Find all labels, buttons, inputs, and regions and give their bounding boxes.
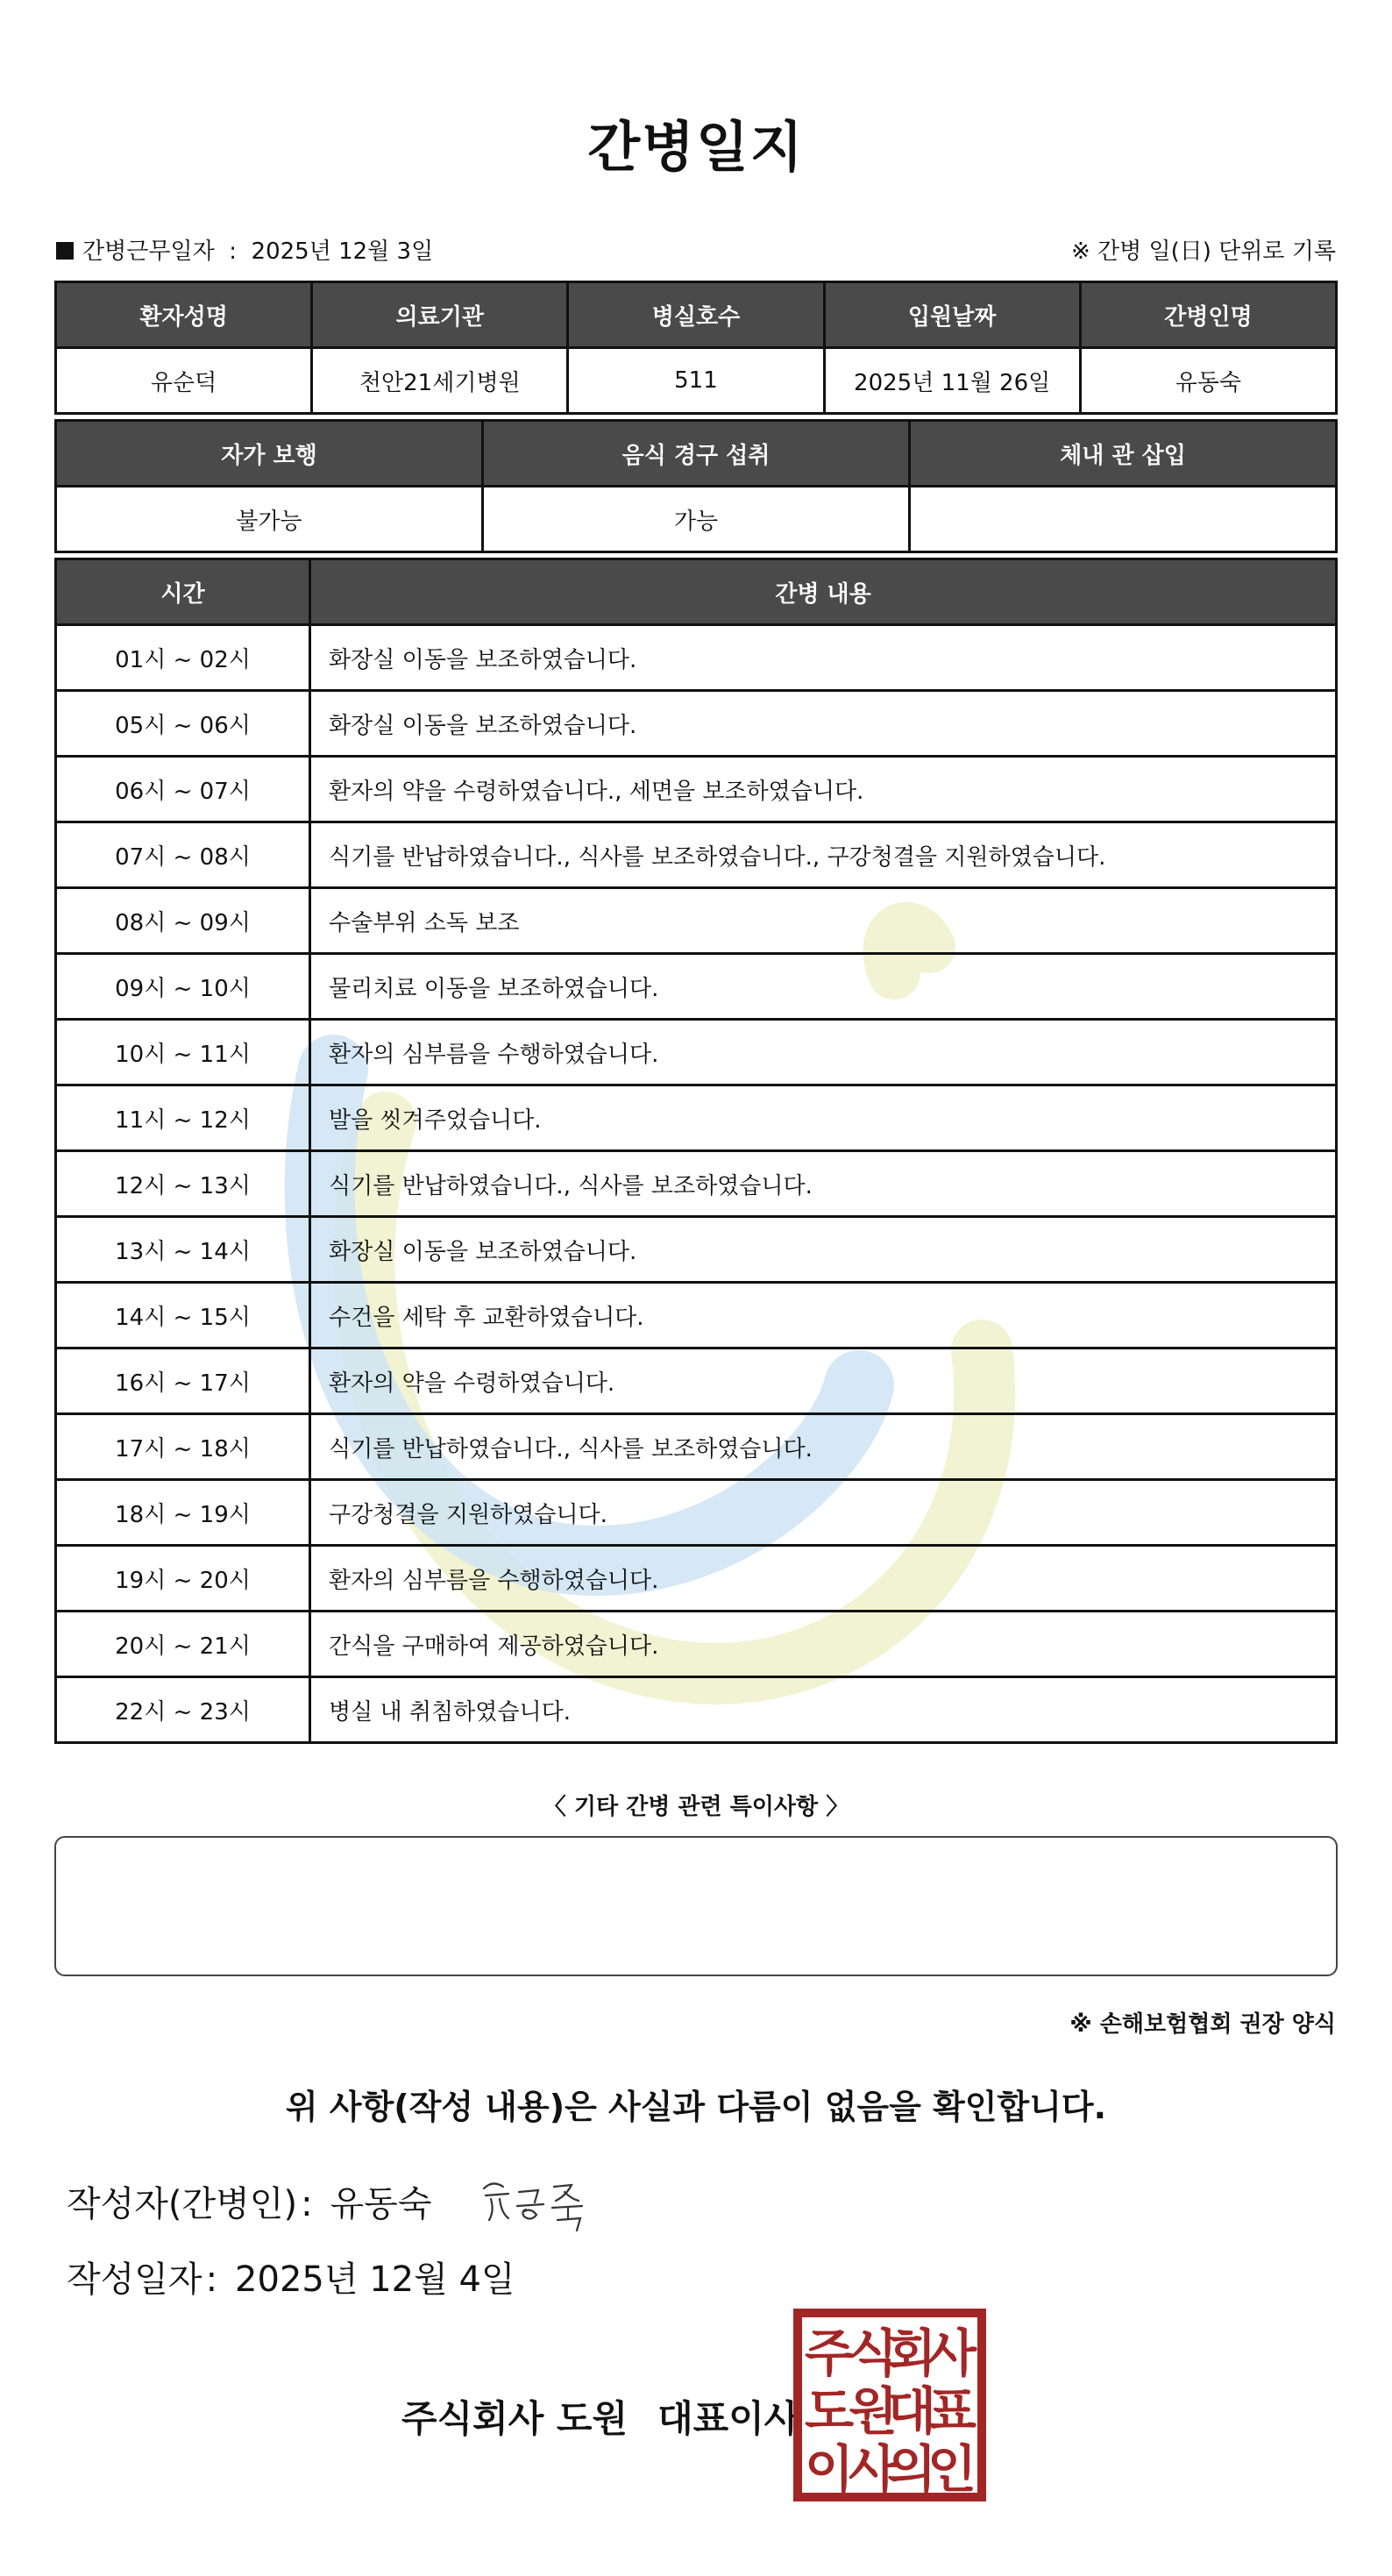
work-date: 간병근무일자 : 2025년 12월 3일 bbox=[56, 233, 433, 266]
table-row bbox=[56, 348, 1337, 414]
hospital-name: 천안21세기병원 bbox=[312, 348, 568, 414]
log-time: 12시 ~ 13시 bbox=[56, 1151, 310, 1217]
written-date-label: 작성일자 bbox=[67, 2259, 202, 2300]
table-row bbox=[56, 1546, 1337, 1612]
company-seal-stamp bbox=[792, 2308, 987, 2502]
table-header-row bbox=[56, 421, 1337, 487]
table-row bbox=[56, 1612, 1337, 1677]
writer-name: 유동숙 bbox=[330, 2184, 432, 2224]
log-time: 22시 ~ 23시 bbox=[56, 1677, 310, 1743]
header-hospital: 의료기관 bbox=[312, 282, 568, 348]
table-row bbox=[56, 1348, 1337, 1414]
log-content: 환자의 약을 수령하였습니다., 세면을 보조하였습니다. bbox=[310, 757, 1337, 822]
svg-text:회: 회 bbox=[886, 2323, 937, 2383]
patient-info-table bbox=[54, 281, 1338, 415]
log-time: 10시 ~ 11시 bbox=[56, 1020, 310, 1085]
table-row bbox=[56, 888, 1337, 954]
table-row bbox=[56, 757, 1337, 822]
self-walking-value: 불가능 bbox=[56, 487, 483, 552]
header-room-number: 병실호수 bbox=[568, 282, 824, 348]
svg-text:이: 이 bbox=[804, 2439, 855, 2499]
table-row bbox=[56, 1480, 1337, 1546]
log-content: 식기를 반납하였습니다., 식사를 보조하였습니다. bbox=[310, 1151, 1337, 1217]
log-content: 수술부위 소독 보조 bbox=[310, 888, 1337, 954]
log-content: 환자의 심부름을 수행하였습니다. bbox=[310, 1020, 1337, 1085]
log-content: 화장실 이동을 보조하였습니다. bbox=[310, 625, 1337, 691]
log-time: 09시 ~ 10시 bbox=[56, 954, 310, 1020]
svg-text:주: 주 bbox=[804, 2323, 855, 2383]
log-content: 식기를 반납하였습니다., 식사를 보조하였습니다. bbox=[310, 1414, 1337, 1480]
log-content: 식기를 반납하였습니다., 식사를 보조하였습니다., 구강청결을 지원하였습니다. bbox=[310, 822, 1337, 888]
company-name: 주식회사 도원 bbox=[401, 2397, 629, 2440]
table-row bbox=[56, 1020, 1337, 1085]
table-row bbox=[56, 1085, 1337, 1151]
table-header-row bbox=[56, 559, 1337, 625]
writer-label: 작성자(간병인) bbox=[67, 2184, 298, 2224]
log-time: 20시 ~ 21시 bbox=[56, 1612, 310, 1677]
oral-intake-value: 가능 bbox=[483, 487, 910, 552]
log-content: 화장실 이동을 보조하였습니다. bbox=[310, 691, 1337, 757]
table-row bbox=[56, 691, 1337, 757]
svg-text:원: 원 bbox=[848, 2381, 898, 2441]
header-care-content: 간병 내용 bbox=[310, 559, 1337, 625]
log-time: 19시 ~ 20시 bbox=[56, 1546, 310, 1612]
svg-text:사: 사 bbox=[848, 2439, 898, 2499]
log-time: 16시 ~ 17시 bbox=[56, 1348, 310, 1414]
log-time: 11시 ~ 12시 bbox=[56, 1085, 310, 1151]
table-row bbox=[56, 1283, 1337, 1348]
log-time: 06시 ~ 07시 bbox=[56, 757, 310, 822]
svg-text:인: 인 bbox=[927, 2439, 977, 2499]
work-date-value: 2025년 12월 3일 bbox=[251, 238, 434, 265]
care-log-table bbox=[54, 558, 1338, 1744]
table-row bbox=[56, 954, 1337, 1020]
log-content: 물리치료 이동을 보조하였습니다. bbox=[310, 954, 1337, 1020]
table-row bbox=[56, 1217, 1337, 1283]
svg-text:사: 사 bbox=[927, 2323, 977, 2383]
log-content: 발을 씻겨주었습니다. bbox=[310, 1085, 1337, 1151]
tube-insertion-value bbox=[910, 487, 1337, 552]
representative-title: 대표이사 bbox=[657, 2397, 800, 2440]
patient-status-table bbox=[54, 419, 1338, 553]
log-time: 17시 ~ 18시 bbox=[56, 1414, 310, 1480]
table-row bbox=[56, 1677, 1337, 1743]
writer-line: 작성자(간병인) : 유동숙 bbox=[67, 2184, 432, 2224]
header-patient-name: 환자성명 bbox=[56, 282, 312, 348]
log-time: 14시 ~ 15시 bbox=[56, 1283, 310, 1348]
table-row bbox=[56, 1151, 1337, 1217]
remarks-box bbox=[54, 1836, 1338, 1976]
log-time: 05시 ~ 06시 bbox=[56, 691, 310, 757]
svg-text:식: 식 bbox=[848, 2323, 898, 2383]
square-bullet-icon bbox=[56, 242, 74, 260]
header-time: 시간 bbox=[56, 559, 310, 625]
log-content: 환자의 심부름을 수행하였습니다. bbox=[310, 1546, 1337, 1612]
svg-text:표: 표 bbox=[927, 2381, 977, 2441]
log-content: 환자의 약을 수령하였습니다. bbox=[310, 1348, 1337, 1414]
svg-text:대: 대 bbox=[886, 2381, 937, 2441]
written-date-value: 2025년 12월 4일 bbox=[235, 2259, 515, 2300]
patient-name: 유순덕 bbox=[56, 348, 312, 414]
svg-text:도: 도 bbox=[804, 2381, 855, 2441]
log-time: 13시 ~ 14시 bbox=[56, 1217, 310, 1283]
log-content: 수건을 세탁 후 교환하였습니다. bbox=[310, 1283, 1337, 1348]
table-row bbox=[56, 1414, 1337, 1480]
log-time: 08시 ~ 09시 bbox=[56, 888, 310, 954]
log-content: 구강청결을 지원하였습니다. bbox=[310, 1480, 1337, 1546]
unit-note: ※ 간병 일(日) 단위로 기록 bbox=[1070, 238, 1336, 265]
confirmation-statement: 위 사항(작성 내용)은 사실과 다름이 없음을 확인합니다. bbox=[285, 2088, 1107, 2126]
header-admission-date: 입원날짜 bbox=[824, 282, 1080, 348]
header-self-walking: 자가 보행 bbox=[56, 421, 483, 487]
table-row bbox=[56, 487, 1337, 552]
log-time: 01시 ~ 02시 bbox=[56, 625, 310, 691]
company-line bbox=[401, 2390, 799, 2443]
log-content: 화장실 이동을 보조하였습니다. bbox=[310, 1217, 1337, 1283]
admission-date: 2025년 11월 26일 bbox=[824, 348, 1080, 414]
table-row bbox=[56, 625, 1337, 691]
written-date-line: 작성일자 : 2025년 12월 4일 bbox=[67, 2259, 515, 2300]
svg-text:의: 의 bbox=[886, 2439, 937, 2499]
remarks-title: 〈 기타 간병 관련 특이사항 〉 bbox=[543, 1794, 849, 1820]
log-content: 간식을 구매하여 제공하였습니다. bbox=[310, 1612, 1337, 1677]
header-caregiver-name: 간병인명 bbox=[1080, 282, 1336, 348]
header-oral-intake: 음식 경구 섭취 bbox=[483, 421, 910, 487]
document-title: 간병일지 bbox=[587, 115, 805, 179]
handwritten-signature bbox=[473, 2169, 596, 2239]
room-number: 511 bbox=[568, 348, 824, 414]
table-header-row bbox=[56, 282, 1337, 348]
table-row bbox=[56, 822, 1337, 888]
caregiver-name: 유동숙 bbox=[1080, 348, 1336, 414]
form-note: ※ 손해보험협회 권장 양식 bbox=[1069, 2011, 1336, 2038]
header-tube-insertion: 체내 관 삽입 bbox=[910, 421, 1337, 487]
work-date-label: 간병근무일자 bbox=[82, 238, 215, 265]
log-time: 18시 ~ 19시 bbox=[56, 1480, 310, 1546]
log-content: 병실 내 취침하였습니다. bbox=[310, 1677, 1337, 1743]
log-time: 07시 ~ 08시 bbox=[56, 822, 310, 888]
